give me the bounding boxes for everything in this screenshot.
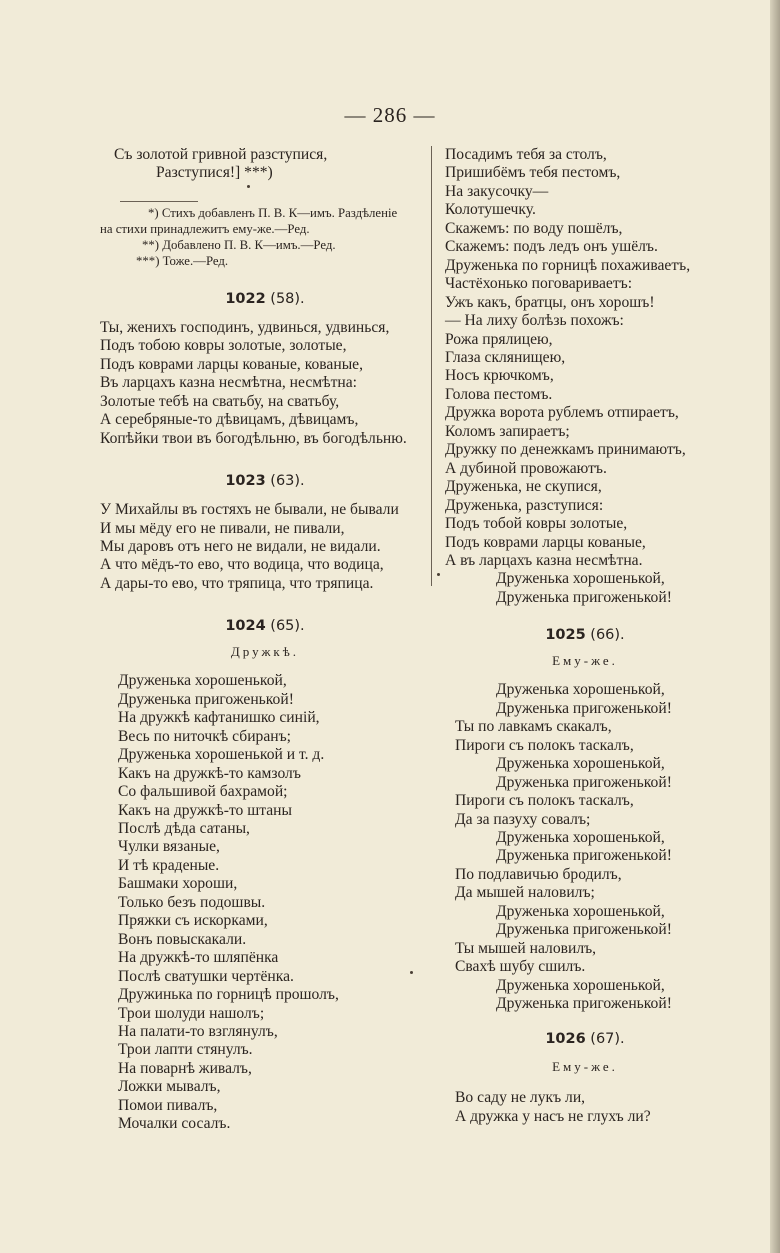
- song-number: 1024: [225, 618, 266, 635]
- footnote: на стихи принадлежитъ ему-же.—Ред.: [100, 221, 310, 236]
- footnote: *) Стихъ добавленъ П. В. К—имъ. Раздѣленіе: [148, 205, 398, 220]
- song-number: 1025: [545, 627, 586, 644]
- verse-line: Дружку по денежкамъ принимаютъ,: [445, 441, 686, 459]
- verse-line: Пироги съ полокъ таскалъ,: [455, 792, 634, 810]
- verse-line: Какъ на дружкѣ-то штаны: [118, 801, 293, 819]
- verse-line: Во саду не лукъ ли,: [455, 1089, 586, 1107]
- song-heading-1023: [100, 473, 430, 489]
- verse-line: Друженька пригоженькой!: [496, 699, 672, 717]
- verse-line: Дружка ворота рублемъ отпираетъ,: [445, 404, 679, 422]
- verse-line: Ты мышей наловилъ,: [455, 939, 597, 957]
- verse-line: Мочалки сосалъ.: [118, 1115, 231, 1133]
- column-divider: [431, 146, 432, 586]
- verse-line: — На лиху болѣзь похожъ:: [445, 312, 624, 330]
- verse-line: А дары-то ево, что тряпица, что тряпица.: [100, 574, 374, 592]
- verse-line: И тѣ краденые.: [118, 856, 220, 874]
- verse-line: Пряжки съ искорками,: [118, 912, 268, 930]
- verse-line: Друженька хорошенькой,: [496, 976, 665, 994]
- verse-line: Мы даровъ отъ него не видали, не видали.: [100, 537, 381, 555]
- song-subtitle: Ему-же.: [552, 1059, 618, 1075]
- verse-line: Друженька хорошенькой,: [496, 681, 665, 699]
- verse-line: А дружка у насъ не глухъ ли?: [455, 1107, 651, 1125]
- left-column: [100, 146, 430, 1134]
- verse-line: Друженька пригоженькой!: [496, 773, 672, 791]
- song-1023-text: [100, 501, 430, 593]
- verse-line: Ложки мывалъ,: [118, 1078, 221, 1096]
- footnotes: [100, 201, 430, 269]
- verse-line: Друженька хорошенькой,: [496, 828, 665, 846]
- verse-line: Башмаки хороши,: [118, 875, 238, 893]
- song-heading-1024: [100, 618, 430, 634]
- verse-line: На палати-то взглянулъ,: [118, 1022, 278, 1040]
- verse-line: Друженька по горницѣ похаживаетъ,: [445, 256, 691, 274]
- verse-line: Скажемъ: подъ ледъ онъ ушёлъ.: [445, 238, 658, 256]
- footnote-rule: [120, 201, 198, 202]
- song-number: 1022: [225, 290, 266, 307]
- verse-line: Пришибёмъ тебя пестомъ,: [445, 164, 621, 182]
- song-heading-1022: [100, 291, 430, 307]
- right-column: [445, 146, 725, 1126]
- verse-line: Друженька пригоженькой!: [496, 588, 672, 606]
- song-1024-text: [100, 672, 430, 1133]
- verse-line: Друженька, не скупися,: [445, 478, 602, 496]
- song-number: 1023: [225, 473, 266, 490]
- verse-line: Друженька пригоженькой!: [496, 921, 672, 939]
- verse-line: По подлавичью бродилъ,: [455, 865, 622, 883]
- verse-line: Посадимъ тебя за столъ,: [445, 146, 607, 163]
- verse-line: Послѣ сватушки чертёнка.: [118, 967, 294, 985]
- verse-line: Скажемъ: по воду пошёлъ,: [445, 219, 623, 237]
- song-orig-number: (66).: [590, 627, 625, 644]
- song-1026-text: [445, 1089, 725, 1126]
- verse-line: Вонъ повыскакали.: [118, 930, 247, 948]
- verse-line: Дружинька по горницѣ прошолъ,: [118, 986, 339, 1004]
- book-spine-edge: [770, 0, 780, 1253]
- verse-line: Весь по ниточкѣ сбиранъ;: [118, 727, 292, 745]
- verse-line: Друженька пригоженькой!: [118, 690, 294, 708]
- verse-line: Свахѣ шубу сшилъ.: [455, 958, 586, 976]
- verse-line: Золотые тебѣ на сватьбу, на сватьбу,: [100, 392, 340, 410]
- song-heading-1026: [445, 1031, 725, 1047]
- verse-line: Чулки вязаные,: [118, 838, 220, 856]
- verse-line: Друженька хорошенькой и т. д.: [118, 746, 325, 764]
- verse-line: Пироги съ полокъ таскалъ,: [455, 736, 634, 754]
- ink-speck: [410, 971, 413, 974]
- continued-verse: [100, 146, 430, 183]
- verse-line: Только безъ подошвы.: [118, 893, 266, 911]
- song-subtitle: Ему-же.: [552, 653, 618, 669]
- verse-line: Подъ коврами ларцы кованые,: [445, 533, 646, 551]
- verse-line: Голова пестомъ.: [445, 385, 553, 403]
- verse-line: Трои шолуди нашолъ;: [118, 1004, 265, 1022]
- verse-line: И мы мёду его не пивали, не пивали,: [100, 519, 345, 537]
- verse-line: Коломъ запираетъ;: [445, 422, 570, 440]
- song-subtitle: Дружкѣ.: [230, 644, 300, 660]
- song-1022-text: [100, 319, 430, 448]
- verse-line: А что мёдъ-то ево, что водица, что водица,: [100, 556, 384, 574]
- page-number: — 286 —: [344, 103, 436, 127]
- verse-line: Носъ крючкомъ,: [445, 367, 554, 385]
- verse-line: Рожа прялицею,: [445, 330, 553, 348]
- verse-line: Ты, женихъ господинъ, удвинься, удвинься,: [100, 318, 390, 336]
- verse-line: Трои лапти стянулъ.: [118, 1041, 253, 1059]
- song-orig-number: (65).: [270, 618, 305, 635]
- verse-line: Да мышей наловилъ;: [455, 884, 595, 902]
- verse-line: Друженька хорошенькой,: [496, 902, 665, 920]
- verse-line: Подъ тобою ковры золотые, золотые,: [100, 337, 347, 355]
- verse-line: Какъ на дружкѣ-то камзолъ: [118, 764, 301, 782]
- song-number: 1026: [545, 1031, 586, 1048]
- verse-line: Ужъ какъ, братцы, онъ хорошъ!: [445, 293, 655, 311]
- verse-line: Колотушечку.: [445, 201, 536, 219]
- verse-line: Друженька хорошенькой,: [496, 570, 665, 588]
- song-1025-text: [445, 681, 725, 1013]
- verse-line: На поварнѣ живалъ,: [118, 1059, 252, 1077]
- verse-line: А въ ларцахъ казна несмѣтна.: [445, 551, 643, 569]
- song-orig-number: (63).: [270, 473, 305, 490]
- ink-speck: [437, 573, 440, 576]
- verse-line: Друженька хорошенькой,: [496, 755, 665, 773]
- verse-line: А серебряные-то дѣвицамъ, дѣвицамъ,: [100, 411, 359, 429]
- verse-line: А дубиной провожаютъ.: [445, 459, 607, 477]
- verse-line: Да за пазуху совалъ;: [455, 810, 591, 828]
- verse-line: Помои пивалъ,: [118, 1096, 218, 1114]
- verse-line: Копѣйки твои въ богодѣльню, въ богодѣльню.: [100, 429, 407, 447]
- verse-line: Ты по лавкамъ скакалъ,: [455, 718, 612, 736]
- verse-line: Въ ларцахъ казна несмѣтна, несмѣтна:: [100, 374, 357, 392]
- verse-line: На дружкѣ-то шляпёнка: [118, 949, 279, 967]
- verse-line: Частёхонько поговариваетъ:: [445, 275, 633, 293]
- verse-line: Друженька пригоженькой!: [496, 995, 672, 1013]
- verse-line: Глаза склянищею,: [445, 348, 566, 366]
- verse-line: Подъ коврами ларцы кованые, кованые,: [100, 355, 363, 373]
- ink-speck: [247, 185, 250, 188]
- verse-line: Друженька, разступися:: [445, 496, 604, 514]
- footnote: **) Добавлено П. В. К—имъ.—Ред.: [142, 237, 336, 252]
- verse-line: Друженька хорошенькой,: [118, 672, 287, 690]
- song-orig-number: (67).: [590, 1031, 625, 1048]
- verse-line: Послѣ дѣда сатаны,: [118, 819, 250, 837]
- verse-line: На закусочку—: [445, 182, 549, 200]
- verse-line: На дружкѣ кафтанишко синій,: [118, 709, 320, 727]
- verse-line: Разступися!] ***): [156, 164, 273, 182]
- verse-line: Со фальшивой бахрамой;: [118, 783, 288, 801]
- verse-line: Съ золотой гривной разступися,: [114, 146, 328, 163]
- verse-line: Друженька пригоженькой!: [496, 847, 672, 865]
- verse-line: У Михайлы въ гостяхъ не бывали, не бывали: [100, 501, 399, 519]
- footnote: ***) Тоже.—Ред.: [136, 253, 229, 268]
- song-orig-number: (58).: [270, 290, 305, 307]
- continued-verse: [445, 146, 725, 607]
- verse-line: Подъ тобой ковры золотые,: [445, 515, 628, 533]
- song-heading-1025: [445, 627, 725, 643]
